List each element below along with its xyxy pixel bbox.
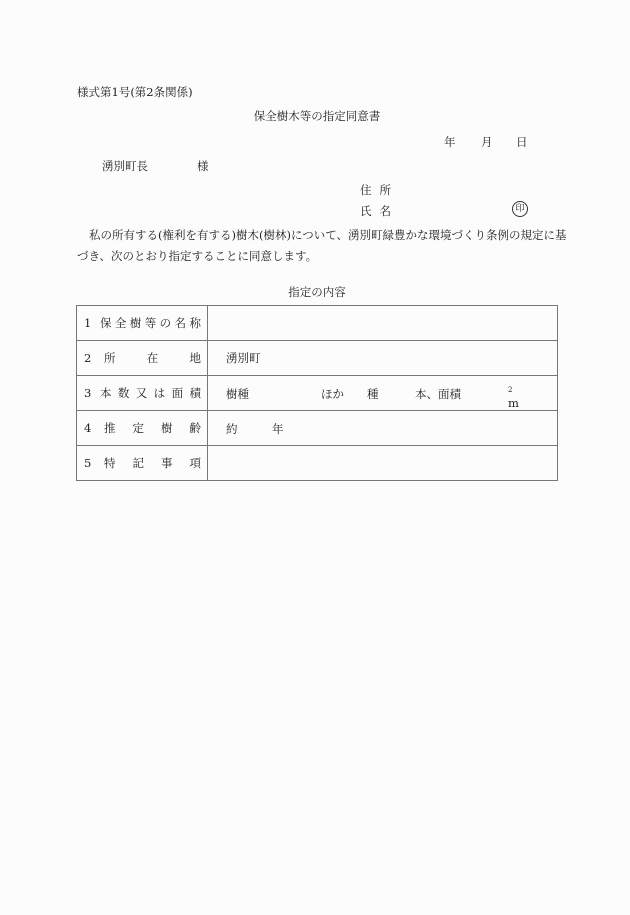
label-char: 本 (100, 386, 112, 400)
label-char: 積 (189, 386, 201, 400)
label-char: 面 (171, 386, 184, 400)
label-char: 等 (144, 316, 157, 330)
table-row (77, 376, 558, 411)
table-row (77, 411, 558, 446)
label-char: 在 (146, 351, 159, 365)
row-label (77, 446, 208, 481)
addressee-honorific: 様 (197, 159, 209, 173)
label-char: 又 (135, 386, 148, 400)
row-number: 3 (84, 386, 92, 400)
label-char: 保 (100, 316, 112, 330)
count-area-label: 本、面積 (415, 387, 461, 401)
date-month-label: 月 (481, 135, 493, 149)
table-row (77, 446, 558, 481)
consent-statement: 私の所有する(権利を有する)樹木(樹林)について、湧別町緑豊かな環境づくり条例の規定に基づき、次のとおり指定することに同意します。 (77, 228, 567, 263)
document-title: 保全樹木等の指定同意書 (253, 109, 381, 123)
label-char: 樹 (161, 421, 173, 435)
row-number: 2 (84, 351, 92, 365)
table-row (77, 306, 558, 341)
row-number: 4 (84, 421, 92, 435)
row-label (77, 341, 208, 376)
label-char: 所 (104, 351, 116, 365)
estimated-age-field[interactable] (208, 411, 558, 446)
row-number: 1 (84, 316, 92, 330)
label-char: 数 (117, 386, 130, 400)
count-area-field[interactable] (208, 376, 558, 411)
label-char: 全 (114, 316, 127, 330)
row-number: 5 (84, 456, 92, 470)
section-title: 指定の内容 (288, 285, 346, 299)
species-label: 樹種 (226, 387, 249, 401)
row-label (77, 411, 208, 446)
label-char: 名 (174, 316, 187, 330)
label-char: の (159, 316, 172, 330)
location-field[interactable]: 湧別町 (208, 341, 558, 376)
label-char: は (153, 386, 166, 400)
label-char: 齢 (189, 421, 201, 435)
name-label: 氏名 (360, 204, 399, 218)
label-char: 特 (104, 456, 116, 470)
age-year-label: 年 (272, 422, 284, 436)
label-char: 事 (161, 456, 173, 470)
label-char: 称 (189, 316, 201, 330)
other-label: ほか (321, 387, 344, 401)
label-char: 地 (189, 351, 201, 365)
label-char: 記 (132, 456, 144, 470)
table-row (77, 341, 558, 376)
kinds-label: 種 (367, 387, 379, 401)
area-unit: m $^2$ (508, 386, 519, 410)
remarks-field[interactable] (208, 446, 558, 481)
address-label: 住所 (360, 183, 399, 197)
label-char: 項 (189, 456, 201, 470)
approx-label: 約 (226, 422, 238, 436)
date-year-label: 年 (444, 135, 456, 149)
designation-table (76, 305, 558, 481)
label-char: 定 (132, 421, 144, 435)
row-label (77, 376, 208, 411)
form-number: 様式第1号(第2条関係) (77, 85, 193, 99)
seal-mark-icon: 印 (512, 201, 528, 217)
date-day-label: 日 (516, 135, 528, 149)
tree-name-field[interactable] (208, 306, 558, 341)
addressee-name: 湧別町長 (102, 159, 148, 173)
label-char: 樹 (129, 316, 142, 330)
label-char: 推 (104, 421, 116, 435)
row-label (77, 306, 208, 341)
